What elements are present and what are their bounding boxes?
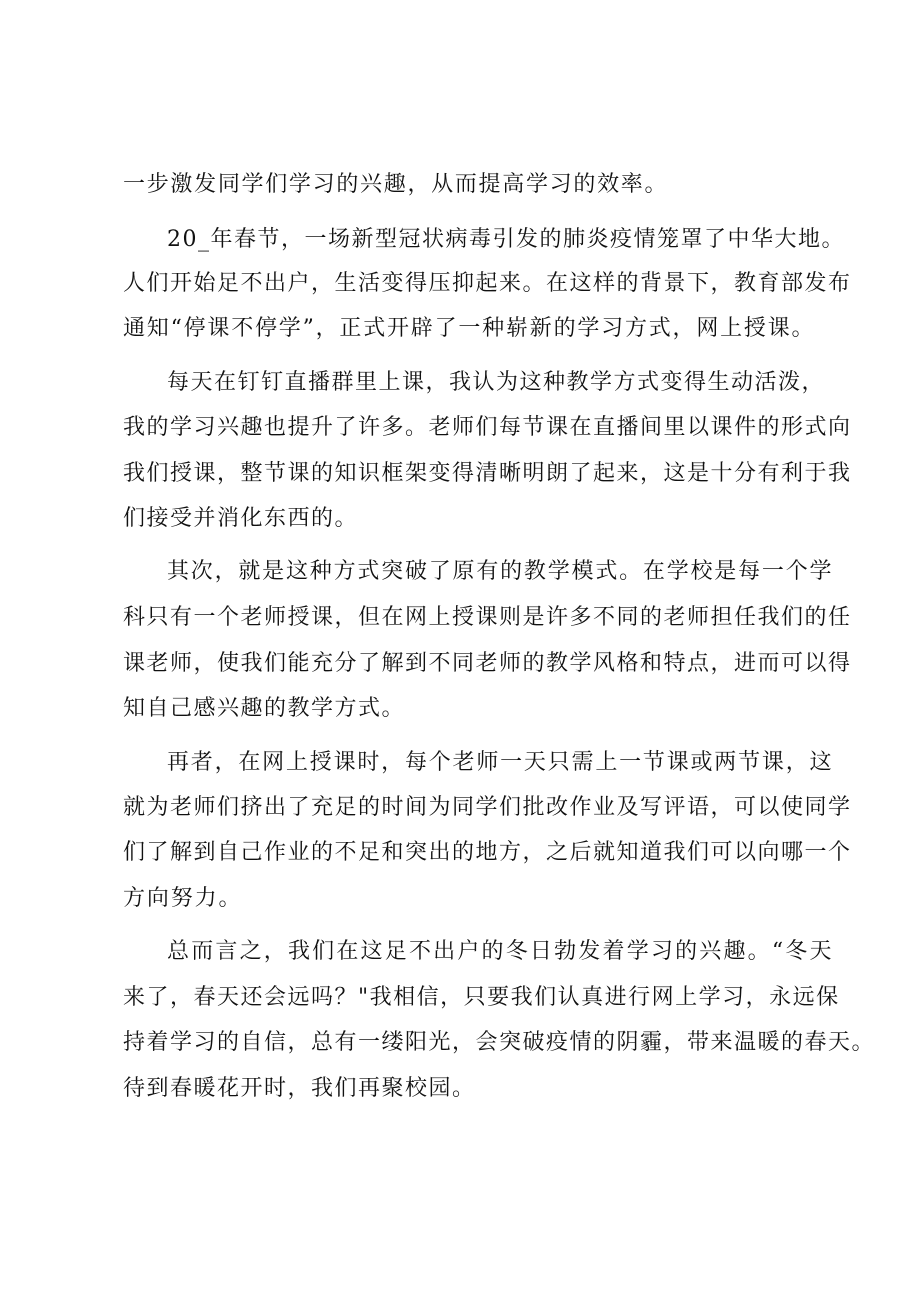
text-line: 持着学习的自信，总有一缕阳光，会突破疫情的阴霾，带来温暖的春天。	[123, 1030, 876, 1055]
text-line: 每天在钉钉直播群里上课，我认为这种教学方式变得生动活泼，	[167, 370, 826, 395]
text-line: 知自己感兴趣的教学方式。	[123, 696, 406, 721]
text-line: 待到春暖花开时，我们再聚校园。	[123, 1076, 476, 1101]
text-line: 方向努力。	[123, 886, 242, 911]
text-line: 其次，就是这种方式突破了原有的教学模式。在学校是每一个学	[167, 559, 833, 584]
text-line: 我们授课，整节课的知识框架变得清晰明朗了起来，这是十分有利于我	[123, 461, 852, 486]
text-line: 来了，春天还会远吗？"我相信，只要我们认真进行网上学习，永远保	[123, 985, 840, 1010]
text-line: 通知“停课不停学”，正式开辟了一种崭新的学习方式，网上授课。	[123, 316, 815, 341]
text-line: 20_年春节，一场新型冠状病毒引发的肺炎疫情笼罩了中华大地。	[167, 227, 845, 252]
text-line: 我的学习兴趣也提升了许多。老师们每节课在直播间里以课件的形式向	[123, 415, 852, 440]
text-line: 总而言之，我们在这足不出户的冬日勃发着学习的兴趣。“冬天	[167, 939, 833, 964]
text-line: 们了解到自己作业的不足和突出的地方，之后就知道我们可以向哪一个	[123, 840, 852, 865]
text-line: 再者，在网上授课时，每个老师一天只需上一节课或两节课，这	[167, 750, 833, 775]
text-line: 们接受并消化东西的。	[123, 506, 359, 531]
text-line: 就为老师们挤出了充足的时间为同学们批改作业及写评语，可以使同学	[123, 795, 852, 820]
text-line: 课老师，使我们能充分了解到不同老师的教学风格和特点，进而可以得	[123, 651, 852, 676]
text-line: 人们开始足不出户，生活变得压抑起来。在这样的背景下，教育部发布	[123, 271, 852, 296]
text-line: 科只有一个老师授课，但在网上授课则是许多不同的老师担任我们的任	[123, 605, 852, 630]
text-line: 一步激发同学们学习的兴趣，从而提高学习的效率。	[123, 172, 668, 197]
